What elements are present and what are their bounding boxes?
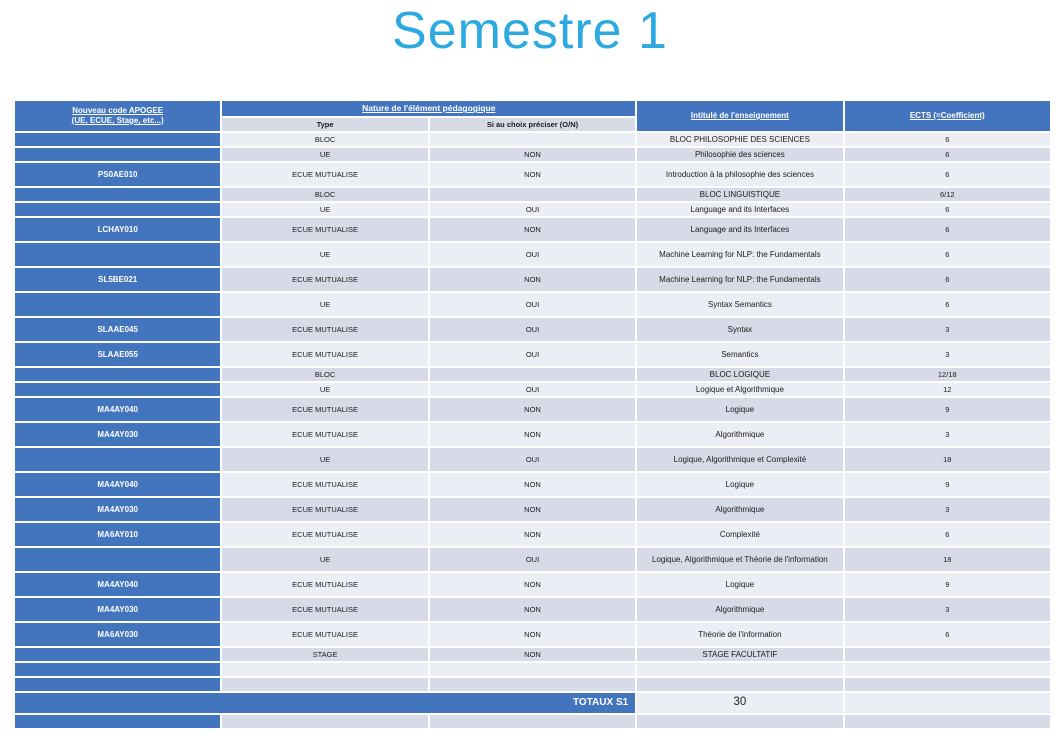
ects-cell: 6 (845, 218, 1050, 241)
choix-cell (430, 133, 635, 146)
type-cell: UE (222, 293, 427, 316)
header-intitule: Intitulé de l'enseignement (637, 101, 842, 131)
intitule-cell: Philosophie des sciences (637, 148, 842, 161)
intitule-cell: Logique, Algorithmique et Théorie de l'information (637, 548, 842, 571)
intitule-cell: Logique (637, 398, 842, 421)
choix-cell: NON (430, 523, 635, 546)
intitule-cell (637, 678, 842, 691)
header-code-line1: Nouveau code APOGEE (72, 106, 164, 116)
ects-cell: 3 (845, 343, 1050, 366)
ects-cell: 12 (845, 383, 1050, 396)
code-cell (15, 648, 220, 661)
intitule-cell: Complexité (637, 523, 842, 546)
code-cell (15, 548, 220, 571)
ects-cell: 3 (845, 598, 1050, 621)
totaux-value-cell: 30 (637, 693, 842, 713)
intitule-cell: Syntax (637, 318, 842, 341)
choix-cell: NON (430, 473, 635, 496)
type-cell: ECUE MUTUALISE (222, 473, 427, 496)
intitule-cell: Machine Learning for NLP: the Fundamentals (637, 268, 842, 291)
choix-cell (430, 368, 635, 381)
code-cell: MA4AY040 (15, 473, 220, 496)
code-cell: MA4AY030 (15, 423, 220, 446)
choix-cell: OUI (430, 293, 635, 316)
type-cell (222, 678, 427, 691)
ects-cell: 3 (845, 423, 1050, 446)
intitule-cell: Semantics (637, 343, 842, 366)
type-cell: BLOC (222, 133, 427, 146)
choix-cell: OUI (430, 203, 635, 216)
choix-cell: NON (430, 598, 635, 621)
intitule-cell: BLOC PHILOSOPHIE DES SCIENCES (637, 133, 842, 146)
intitule-cell: Machine Learning for NLP: the Fundamentals (637, 243, 842, 266)
type-cell: UE (222, 448, 427, 471)
code-cell (15, 148, 220, 161)
code-cell: MA6AY010 (15, 523, 220, 546)
code-cell: MA4AY040 (15, 573, 220, 596)
intitule-cell: Algorithmique (637, 423, 842, 446)
type-cell: ECUE MUTUALISE (222, 523, 427, 546)
choix-cell: NON (430, 573, 635, 596)
choix-cell: OUI (430, 548, 635, 571)
choix-cell: NON (430, 648, 635, 661)
code-cell (15, 383, 220, 396)
ects-cell (845, 678, 1050, 691)
code-cell (15, 678, 220, 691)
type-cell: ECUE MUTUALISE (222, 573, 427, 596)
intitule-cell: Introduction à la philosophie des sciences (637, 163, 842, 186)
code-cell (15, 293, 220, 316)
intitule-cell: Théorie de l'information (637, 623, 842, 646)
code-cell: MA4AY030 (15, 498, 220, 521)
ects-cell: 3 (845, 498, 1050, 521)
code-cell (15, 715, 220, 728)
type-cell: BLOC (222, 188, 427, 201)
type-cell: ECUE MUTUALISE (222, 343, 427, 366)
intitule-cell: Logique et Algorithmique (637, 383, 842, 396)
choix-cell: NON (430, 623, 635, 646)
type-cell: ECUE MUTUALISE (222, 268, 427, 291)
header-type: Type (222, 118, 427, 131)
code-cell (15, 368, 220, 381)
code-cell: MA6AY030 (15, 623, 220, 646)
ects-cell (845, 715, 1050, 728)
intitule-cell: Logique (637, 473, 842, 496)
choix-cell: NON (430, 148, 635, 161)
intitule-cell: STAGE FACULTATIF (637, 648, 842, 661)
type-cell: ECUE MUTUALISE (222, 398, 427, 421)
semester-table (15, 101, 1060, 728)
intitule-cell: BLOC LOGIQUE (637, 368, 842, 381)
type-cell: ECUE MUTUALISE (222, 423, 427, 446)
choix-cell: NON (430, 218, 635, 241)
type-cell: ECUE MUTUALISE (222, 498, 427, 521)
type-cell: UE (222, 203, 427, 216)
type-cell: BLOC (222, 368, 427, 381)
choix-cell (430, 715, 635, 728)
intitule-cell: BLOC LINGUISTIQUE (637, 188, 842, 201)
choix-cell: OUI (430, 383, 635, 396)
type-cell (222, 715, 427, 728)
header-code-apogee (15, 101, 220, 131)
type-cell: UE (222, 148, 427, 161)
table-grid (15, 101, 1050, 728)
type-cell: UE (222, 243, 427, 266)
header-ects: ECTS (=Coefficient) (845, 101, 1050, 131)
ects-cell (845, 648, 1050, 661)
type-cell: UE (222, 548, 427, 571)
ects-cell: 6 (845, 203, 1050, 216)
intitule-cell (637, 663, 842, 676)
intitule-cell: Language and its Interfaces (637, 218, 842, 241)
type-cell (222, 663, 427, 676)
choix-cell: OUI (430, 243, 635, 266)
intitule-cell: Language and its Interfaces (637, 203, 842, 216)
choix-cell: NON (430, 268, 635, 291)
intitule-cell: Syntax Semantics (637, 293, 842, 316)
code-cell: SLAAE055 (15, 343, 220, 366)
code-cell: MA4AY040 (15, 398, 220, 421)
choix-cell: NON (430, 423, 635, 446)
code-cell: SLAAE045 (15, 318, 220, 341)
ects-cell: 12/18 (845, 368, 1050, 381)
ects-cell: 6 (845, 243, 1050, 266)
ects-cell (845, 693, 1050, 713)
type-cell: ECUE MUTUALISE (222, 318, 427, 341)
ects-cell (845, 663, 1050, 676)
totaux-label-cell: TOTAUX S1 (15, 693, 635, 713)
ects-cell: 6 (845, 268, 1050, 291)
ects-cell: 9 (845, 573, 1050, 596)
header-choix: Si au choix préciser (O/N) (430, 118, 635, 131)
code-cell (15, 188, 220, 201)
header-code-line2: (UE, ECUE, Stage, etc...) (71, 115, 164, 125)
code-cell (15, 203, 220, 216)
choix-cell: NON (430, 398, 635, 421)
ects-cell: 3 (845, 318, 1050, 341)
intitule-cell: Logique (637, 573, 842, 596)
ects-cell: 6 (845, 293, 1050, 316)
ects-cell: 18 (845, 448, 1050, 471)
type-cell: ECUE MUTUALISE (222, 163, 427, 186)
choix-cell (430, 678, 635, 691)
type-cell: ECUE MUTUALISE (222, 218, 427, 241)
choix-cell: OUI (430, 343, 635, 366)
ects-cell: 6 (845, 623, 1050, 646)
ects-cell: 6 (845, 148, 1050, 161)
code-cell: LCHAY010 (15, 218, 220, 241)
code-cell: MA4AY030 (15, 598, 220, 621)
ects-cell: 18 (845, 548, 1050, 571)
page-title: Semestre 1 (392, 2, 668, 60)
code-cell (15, 133, 220, 146)
intitule-cell (637, 715, 842, 728)
type-cell: ECUE MUTUALISE (222, 598, 427, 621)
intitule-cell: Logique, Algorithmique et Complexité (637, 448, 842, 471)
code-cell: SL5BE021 (15, 268, 220, 291)
ects-cell: 6/12 (845, 188, 1050, 201)
code-cell (15, 663, 220, 676)
choix-cell (430, 663, 635, 676)
ects-cell: 6 (845, 163, 1050, 186)
choix-cell: NON (430, 163, 635, 186)
ects-cell: 9 (845, 398, 1050, 421)
type-cell: ECUE MUTUALISE (222, 623, 427, 646)
choix-cell (430, 188, 635, 201)
choix-cell: OUI (430, 448, 635, 471)
code-cell: PS0AE010 (15, 163, 220, 186)
code-cell (15, 243, 220, 266)
ects-cell: 6 (845, 133, 1050, 146)
intitule-cell: Algorithmique (637, 498, 842, 521)
choix-cell: OUI (430, 318, 635, 341)
type-cell: UE (222, 383, 427, 396)
header-nature: Nature de l'élément pédagogique (222, 101, 635, 116)
type-cell: STAGE (222, 648, 427, 661)
intitule-cell: Algorithmique (637, 598, 842, 621)
code-cell (15, 448, 220, 471)
ects-cell: 9 (845, 473, 1050, 496)
choix-cell: NON (430, 498, 635, 521)
ects-cell: 6 (845, 523, 1050, 546)
